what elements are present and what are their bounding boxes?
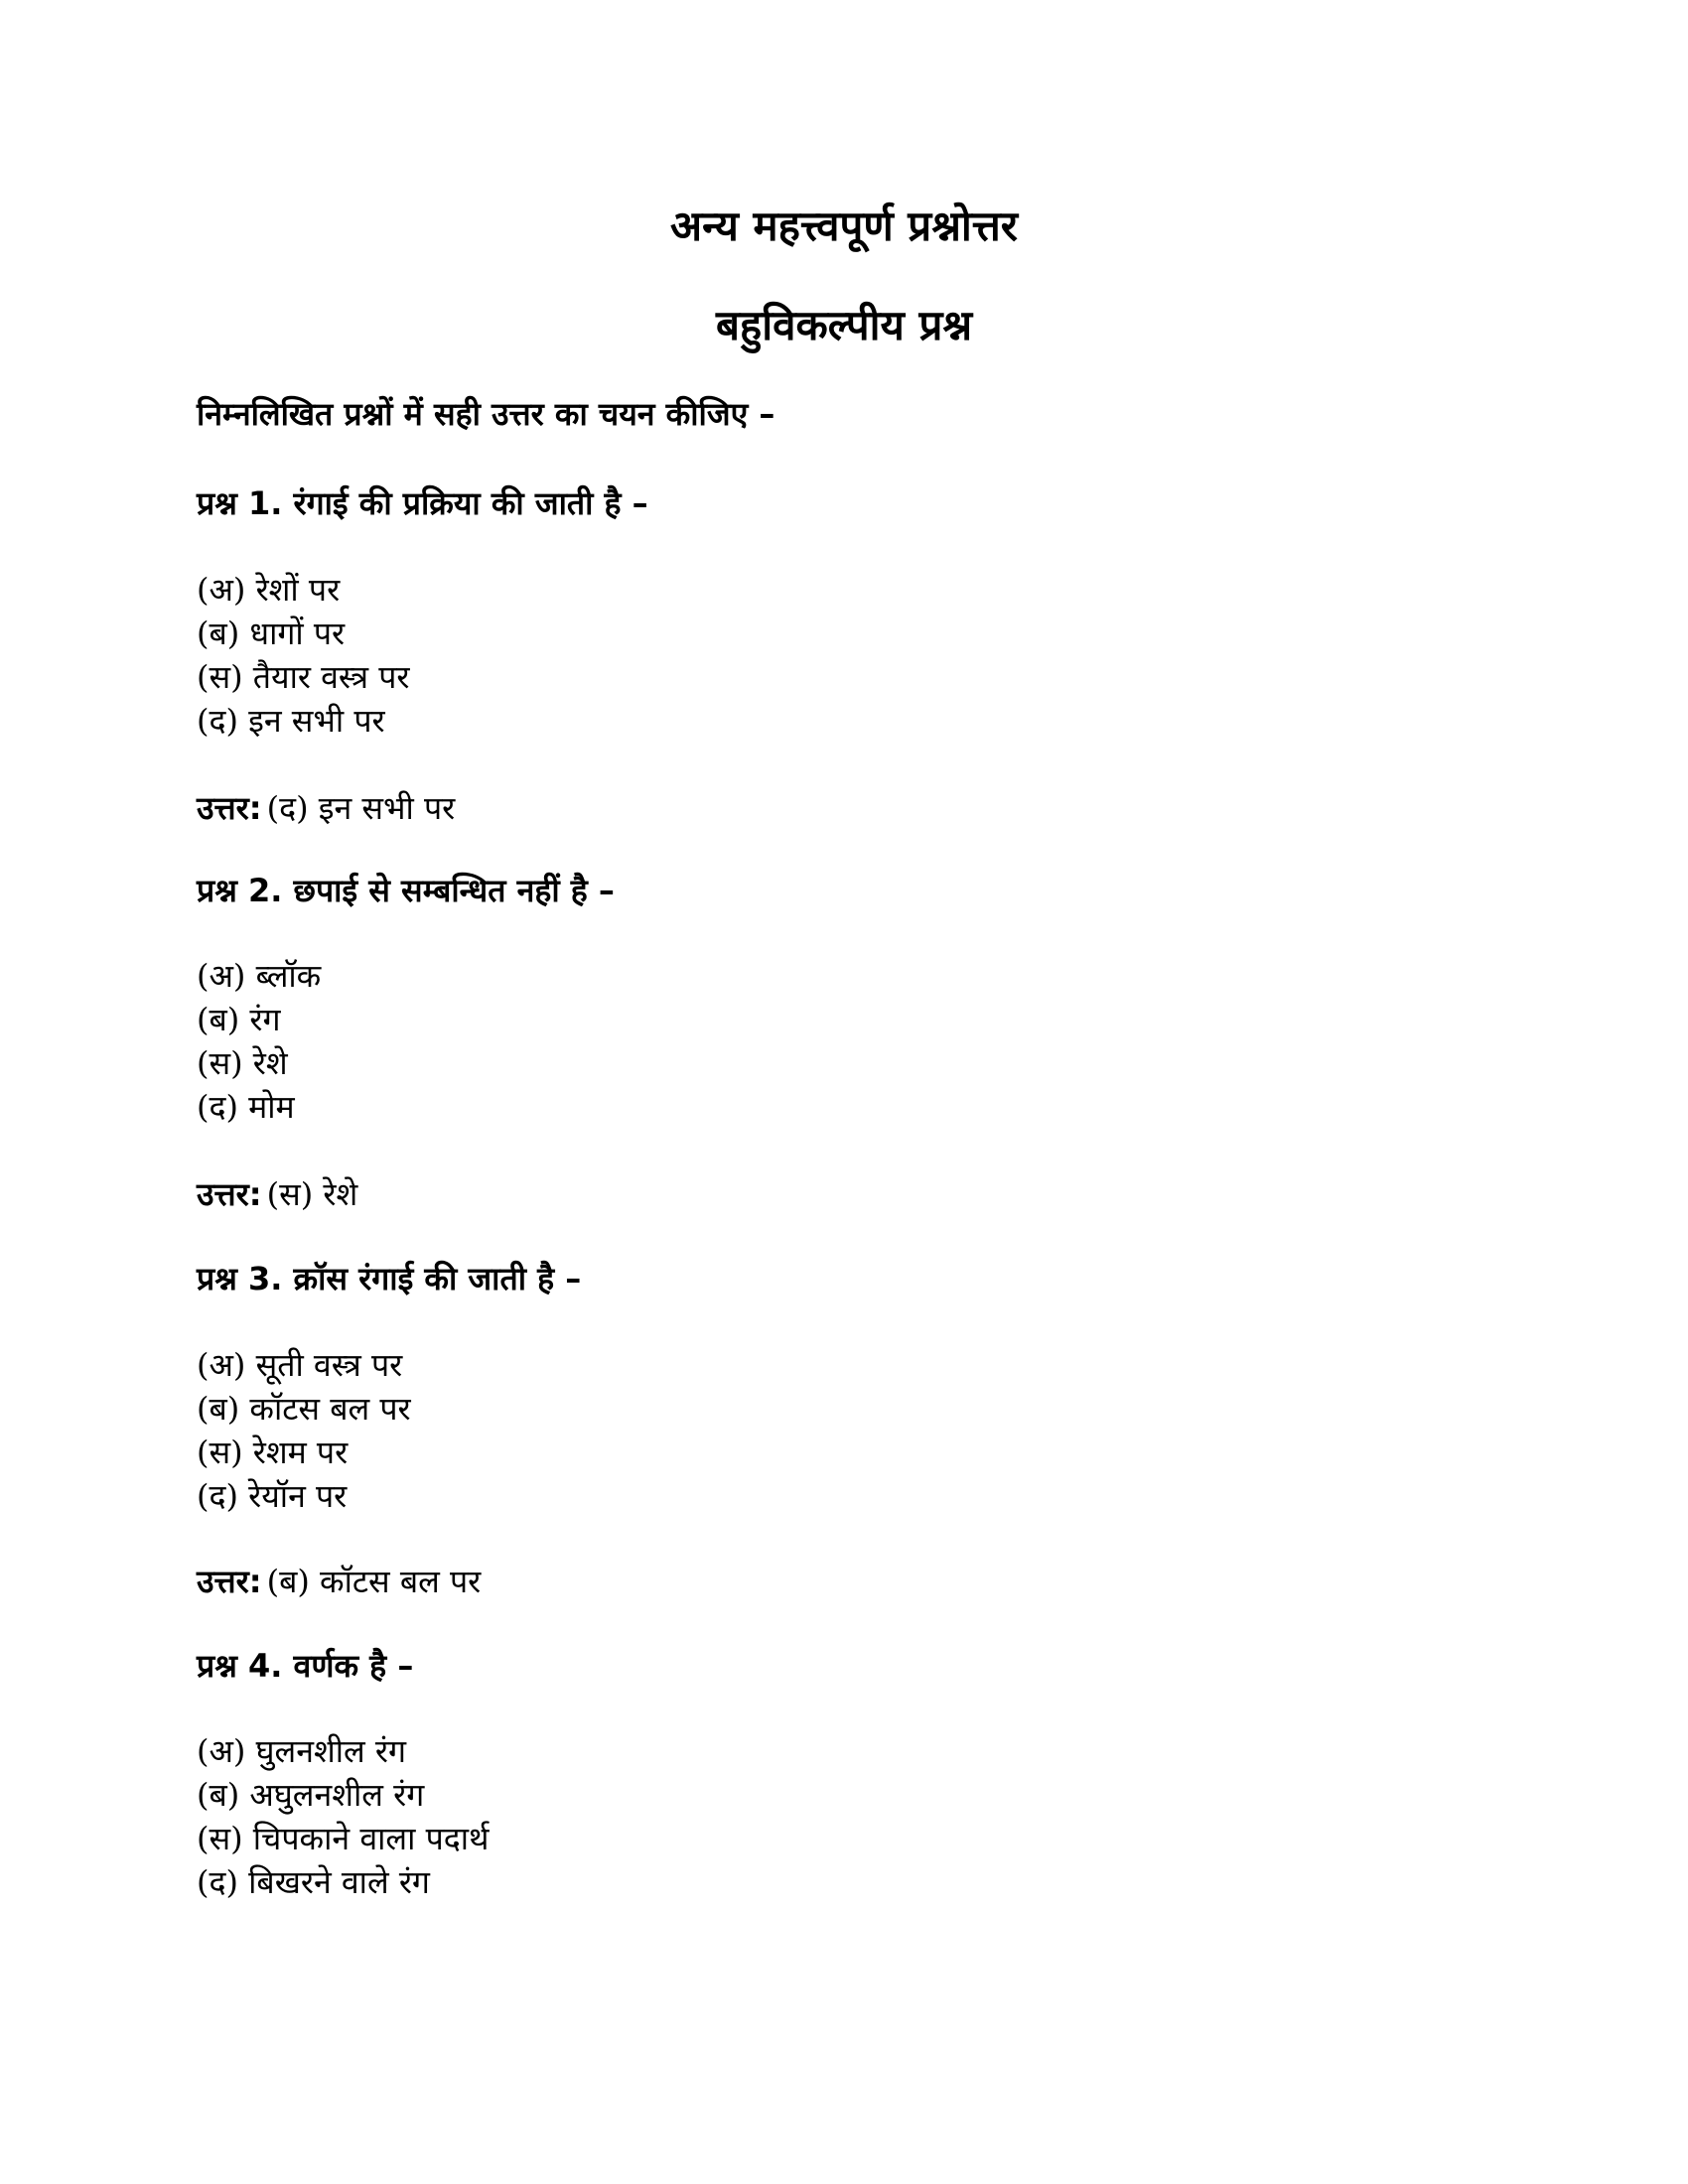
section-title: बहुविकल्पीय प्रश्न (715, 301, 973, 349)
page-title: अन्य महत्त्वपूर्ण प्रश्नोत्तर (670, 202, 1018, 250)
answer-label: उत्तर: (197, 1175, 262, 1213)
question-4-option-d: (द) बिखरने वाले रंग (197, 1863, 430, 1901)
question-1-option-c: (स) तैयार वस्त्र पर (197, 658, 410, 696)
answer-label: उत्तर: (197, 1563, 262, 1600)
question-2-option-b: (ब) रंग (197, 1001, 281, 1038)
question-4-option-c: (स) चिपकाने वाला पदार्थ (197, 1820, 490, 1857)
question-2-option-d: (द) मोम (197, 1088, 295, 1126)
instruction-text: निम्नलिखित प्रश्नों में सही उत्तर का चयन कीजिए – (197, 395, 775, 433)
question-4-option-b: (ब) अघुलनशील रंग (197, 1776, 425, 1814)
question-3-option-d: (द) रेयॉन पर (197, 1477, 348, 1515)
question-2-option-a: (अ) ब्लॉक (197, 957, 322, 995)
question-3-prompt: प्रश्न 3. क्रॉस रंगाई की जाती है – (197, 1260, 582, 1297)
question-1-answer (197, 786, 455, 836)
answer-value: (द) इन सभी पर (266, 789, 456, 827)
question-4-prompt: प्रश्न 4. वर्णक है – (197, 1647, 414, 1685)
question-3-option-a: (अ) सूती वस्त्र पर (197, 1346, 403, 1384)
question-2-prompt: प्रश्न 2. छपाई से सम्बन्धित नहीं है – (197, 872, 615, 909)
question-3-answer (197, 1560, 481, 1609)
question-1-option-a: (अ) रेशों पर (197, 571, 341, 609)
answer-value: (स) रेशे (266, 1175, 358, 1213)
answer-value: (ब) कॉटस बल पर (266, 1563, 482, 1600)
answer-label: उत्तर: (197, 789, 262, 827)
question-2-answer (197, 1172, 357, 1222)
question-3-option-c: (स) रेशम पर (197, 1433, 349, 1471)
question-3-option-b: (ब) कॉटस बल पर (197, 1390, 411, 1428)
question-1-option-b: (ब) धागों पर (197, 614, 346, 652)
question-1-prompt: प्रश्न 1. रंगाई की प्रक्रिया की जाती है – (197, 484, 648, 522)
question-1-option-d: (द) इन सभी पर (197, 702, 385, 740)
question-4-option-a: (अ) घुलनशील रंग (197, 1732, 406, 1770)
question-2-option-c: (स) रेशे (197, 1044, 288, 1082)
